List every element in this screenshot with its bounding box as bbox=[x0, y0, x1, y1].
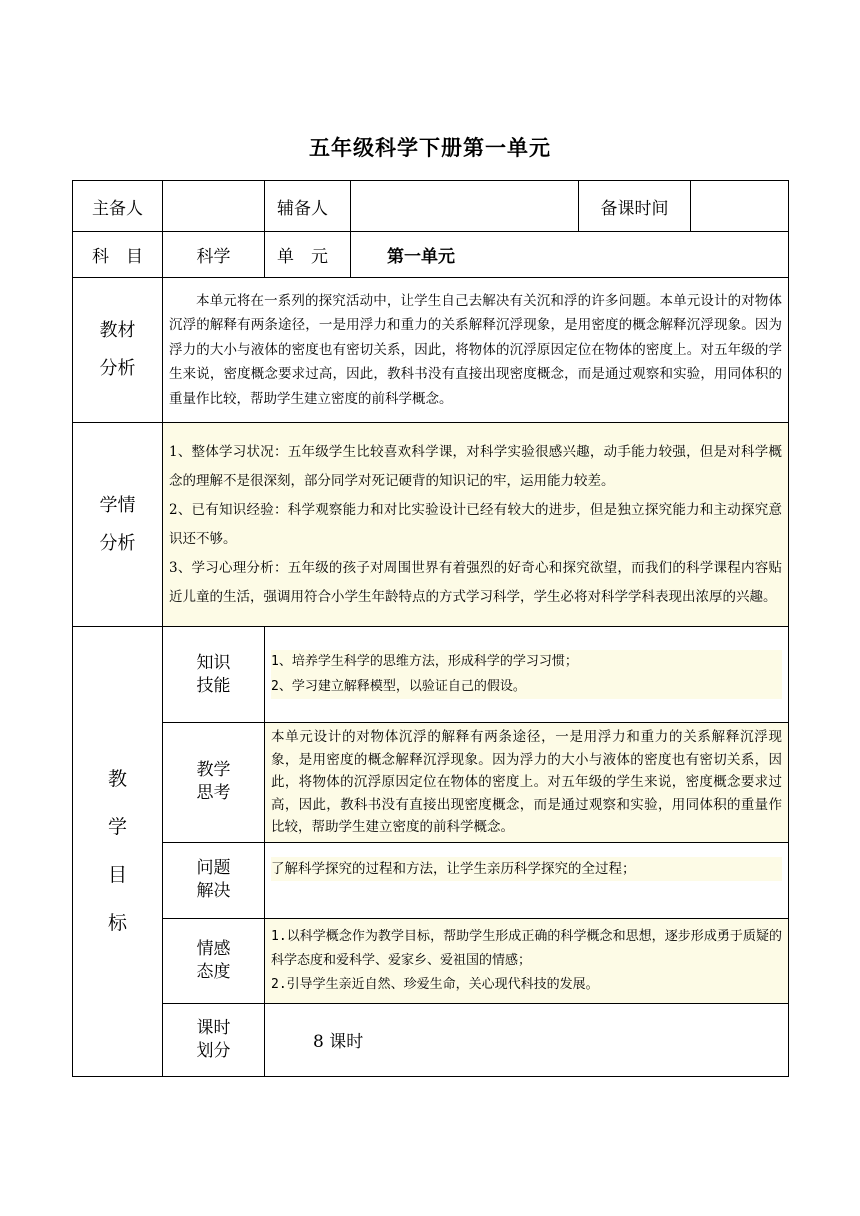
list-item: 3、学习心理分析：五年级的孩子对周围世界有着强烈的好奇心和探究欲望，而我们的科学课程内容贴近儿童的生活，强调用符合小学生年龄特点的方式学习科学，学生必将对科学学科表现出浓厚的兴趣。 bbox=[169, 559, 782, 605]
subject-label: 科 目 bbox=[73, 232, 163, 278]
page-title: 五年级科学下册第一单元 bbox=[309, 135, 551, 160]
teaching-goals-label: 教 学 目 标 bbox=[73, 627, 163, 1077]
prep-time-value-cell[interactable] bbox=[691, 181, 789, 232]
thinking-text: 本单元设计的对物体沉浮的解释有两条途径，一是用浮力和重力的关系解释沉浮现象，是用密度的概念解释沉浮现象。因为浮力的大小与液体的密度也有密切关系，因此，将物体的沉浮原因定位在物体的密度上。对五年级的学生来说，密度概念要求过高，因此，教科书没有直接出现密度概念，而是通过观察和实验，用同体积的重量作比较，帮助学生建立密度的前科学概念。 bbox=[265, 723, 789, 843]
problem-text: 了解科学探究的过程和方法，让学生亲历科学探究的全过程； bbox=[265, 842, 789, 918]
assistant-value-cell[interactable] bbox=[351, 181, 579, 232]
goal-hours-row bbox=[73, 1003, 789, 1076]
list-item: 1、培养学生科学的思维方法，形成科学的学习习惯； bbox=[271, 650, 782, 675]
lead-label: 主备人 bbox=[73, 181, 163, 232]
goal-attitude-row bbox=[73, 918, 789, 1003]
unit-value: 第一单元 bbox=[351, 232, 789, 278]
hours-label: 课时 划分 bbox=[163, 1003, 265, 1076]
student-analysis-text bbox=[163, 423, 789, 627]
attitude-label: 情感 态度 bbox=[163, 918, 265, 1003]
problem-label: 问题 解决 bbox=[163, 842, 265, 918]
header-row-1 bbox=[73, 181, 789, 232]
textbook-analysis-row bbox=[73, 278, 789, 423]
list-item: 2、学习建立解释模型，以验证自己的假设。 bbox=[271, 675, 782, 700]
subject-value: 科学 bbox=[163, 232, 265, 278]
prep-time-label: 备课时间 bbox=[579, 181, 691, 232]
textbook-analysis-label: 教材 分析 bbox=[73, 278, 163, 423]
lesson-plan-table bbox=[72, 180, 789, 1077]
list-item: 2.引导学生亲近自然、珍爱生命，关心现代科技的发展。 bbox=[271, 976, 599, 992]
student-analysis-label: 学情 分析 bbox=[73, 423, 163, 627]
list-item: 1、整体学习状况：五年级学生比较喜欢科学课，对科学实验很感兴趣，动手能力较强，但是对科学概念的理解不是很深刻，部分同学对死记硬背的知识记的牢，运用能力较差。 bbox=[169, 443, 782, 489]
goal-knowledge-row bbox=[73, 627, 789, 723]
thinking-label: 教学 思考 bbox=[163, 723, 265, 843]
knowledge-text bbox=[265, 627, 789, 723]
knowledge-label: 知识 技能 bbox=[163, 627, 265, 723]
list-item: 2、已有知识经验：科学观察能力和对比实验设计已经有较大的进步，但是独立探究能力和主动探究意识还不够。 bbox=[169, 501, 782, 547]
assistant-label: 辅备人 bbox=[265, 181, 351, 232]
hours-value: 8 课时 bbox=[265, 1003, 789, 1076]
lead-value-cell[interactable] bbox=[163, 181, 265, 232]
unit-label: 单 元 bbox=[265, 232, 351, 278]
student-analysis-row bbox=[73, 423, 789, 627]
list-item: 1.以科学概念作为教学目标，帮助学生形成正确的科学概念和思想，逐步形成勇于质疑的科学态度和爱科学、爱家乡、爱祖国的情感； bbox=[271, 928, 782, 968]
goal-problem-row bbox=[73, 842, 789, 918]
header-row-2 bbox=[73, 232, 789, 278]
goal-thinking-row bbox=[73, 723, 789, 843]
attitude-text bbox=[265, 918, 789, 1003]
textbook-analysis-text: 本单元将在一系列的探究活动中，让学生自己去解决有关沉和浮的许多问题。本单元设计的对物体沉浮的解释有两条途径，一是用浮力和重力的关系解释沉浮现象，是用密度的概念解释沉浮现象。因为浮力的大小与液体的密度也有密切关系，因此，将物体的沉浮原因定位在物体的密度上。对五年级的学生来说，密度概念要求过高，因此，教科书没有直接出现密度概念，而是通过观察和实验，用同体积的重量作比较，帮助学生建立密度的前科学概念。 bbox=[163, 278, 789, 423]
